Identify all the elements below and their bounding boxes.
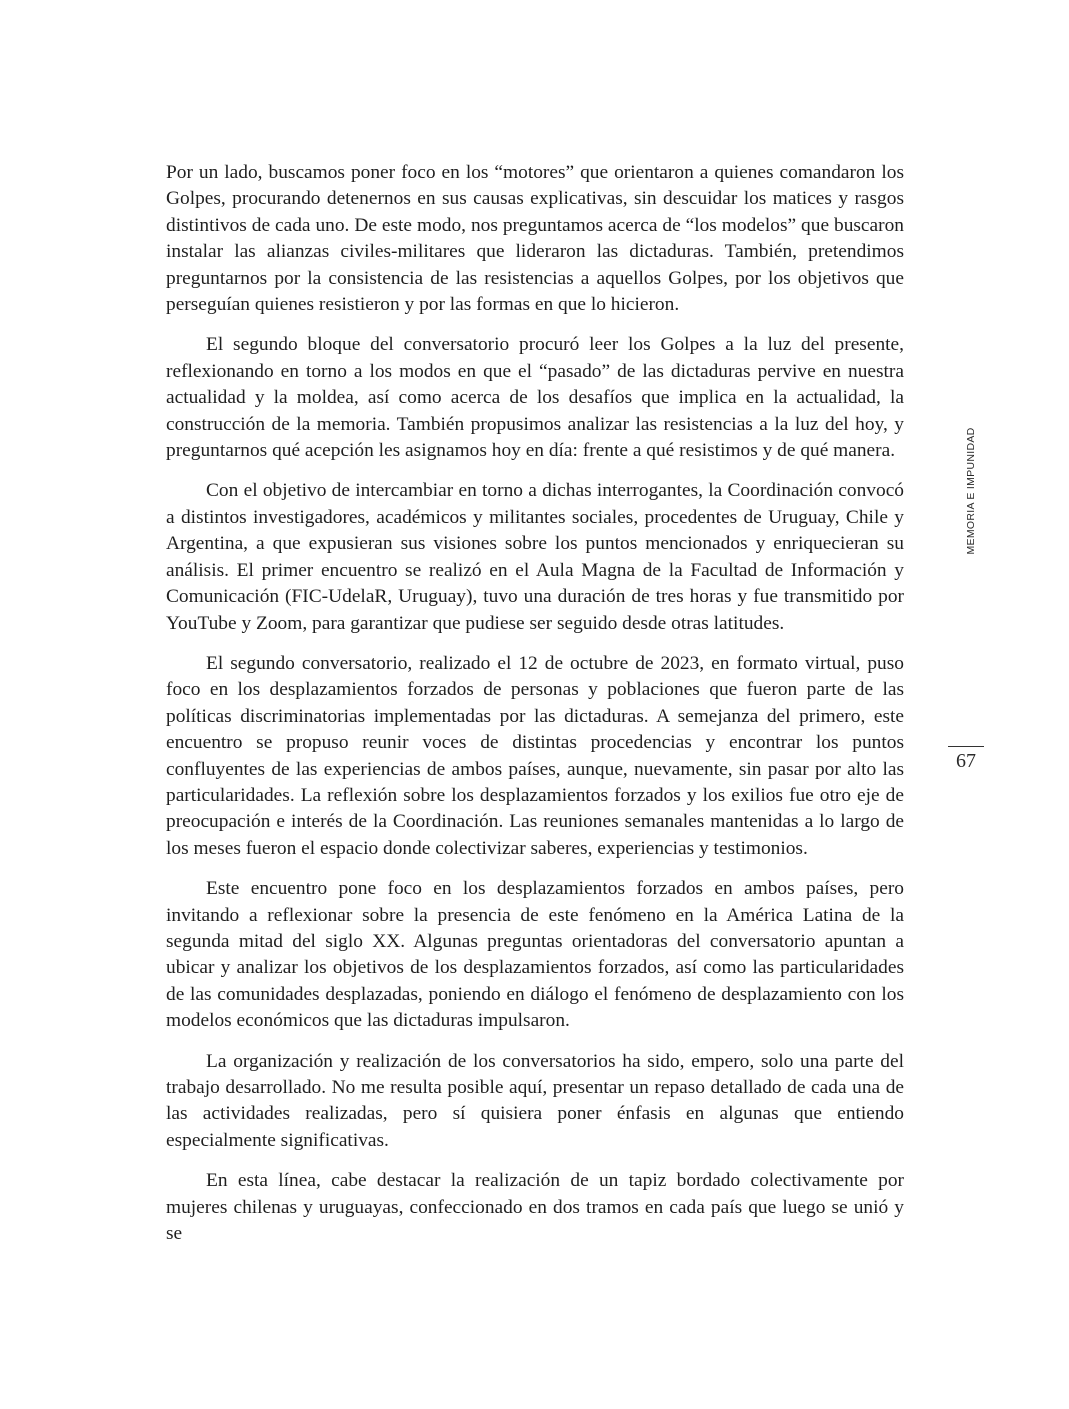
paragraph-6: La organización y realización de los conversatorios ha sido, empero, solo una parte del trabajo desarrollado. No me resulta posible aquí, presentar un repaso detallado de cada una de las actividades realizadas, pero sí quisiera poner énfasis en algunas que entiendo especialmente significativas. [166,1050,904,1151]
paragraph-2: El segundo bloque del conversatorio procuró leer los Golpes a la luz del presente, reflexionando en torno a los modos en que el “pasado” de las dictaduras pervive en nuestra actualidad y la moldea, así como acerca de los desafíos que implica en la actualidad, la construcción de la memoria. También propusimos analizar las resistencias a la luz del hoy, y preguntarnos qué acepción les asignamos hoy en día: frente a qué resistimos y de qué manera. [166,334,904,462]
paragraph-4: El segundo conversatorio, realizado el 12 de octubre de 2023, en formato virtual, puso foco en los desplazamientos forzados de personas y poblaciones que fueron parte de las políticas discriminatorias implementadas por las dictaduras. A semejanza del primero, este encuentro se propuso reunir voces de distintas procedencias y encontrar los puntos confluyentes de las experiencias de ambos países, aunque, nuevamente, sin pasar por alto las particularidades. La reflexión sobre los desplazamientos forzados y los exilios fue otro eje de preocupación e interés de la Coordinación. Las reuniones semanales mantenidas a lo largo de los meses fueron el espacio donde colectivizar saberes, experiencias y testimonios. [166,652,904,859]
body-text [166,160,904,1247]
page-number-rule [948,746,984,747]
running-head [964,416,978,566]
paragraph-1: Por un lado, buscamos poner foco en los “motores” que orientaron a quienes comandaron los Golpes, procurando detenernos en sus causas explicativas, sin descuidar los matices y rasgos distintivos de cada uno. De este modo, nos preguntamos acerca de “los modelos” que buscaron instalar las alianzas civiles-militares que lideraron las dictaduras. También, pretendimos preguntarnos por la consistencia de las resistencias a aquellos Golpes, por los objetivos que perseguían quienes resistieron y por las formas en que lo hicieron. [166,162,904,316]
paragraph-3: Con el objetivo de intercambiar en torno a dichas interrogantes, la Coordinación convocó a distintos investigadores, académicos y militantes sociales, procedentes de Uruguay, Chile y Argentina, a que expusieran sus visiones sobre los puntos mencionados y enriquecieran su análisis. El primer encuentro se realizó en el Aula Magna de la Facultad de Información y Comunicación (FIC-UdelaR, Uruguay), tuvo una duración de tres horas y fue transmitido por YouTube y Zoom, para garantizar que pudiese ser seguido desde otras latitudes. [166,480,904,634]
running-head-text: MEMORIA E IMPUNIDAD [965,427,977,555]
page-number: 67 [956,750,976,772]
paragraph-7: En esta línea, cabe destacar la realización de un tapiz bordado colectivamente por mujeres chilenas y uruguayas, confeccionado en dos tramos en cada país que luego se unió y se [166,1170,904,1245]
paragraph-5: Este encuentro pone foco en los desplazamientos forzados en ambos países, pero invitando a reflexionar sobre la presencia de este fenómeno en la América Latina de la segunda mitad del siglo XX. Algunas preguntas orientadoras del conversatorio apuntan a ubicar y analizar los objetivos de los desplazamientos forzados, así como las particularidades de las comunidades desplazadas, poniendo en diálogo el fenómeno de desplazamiento con los modelos económicos que las dictaduras impulsaron. [166,878,904,1032]
